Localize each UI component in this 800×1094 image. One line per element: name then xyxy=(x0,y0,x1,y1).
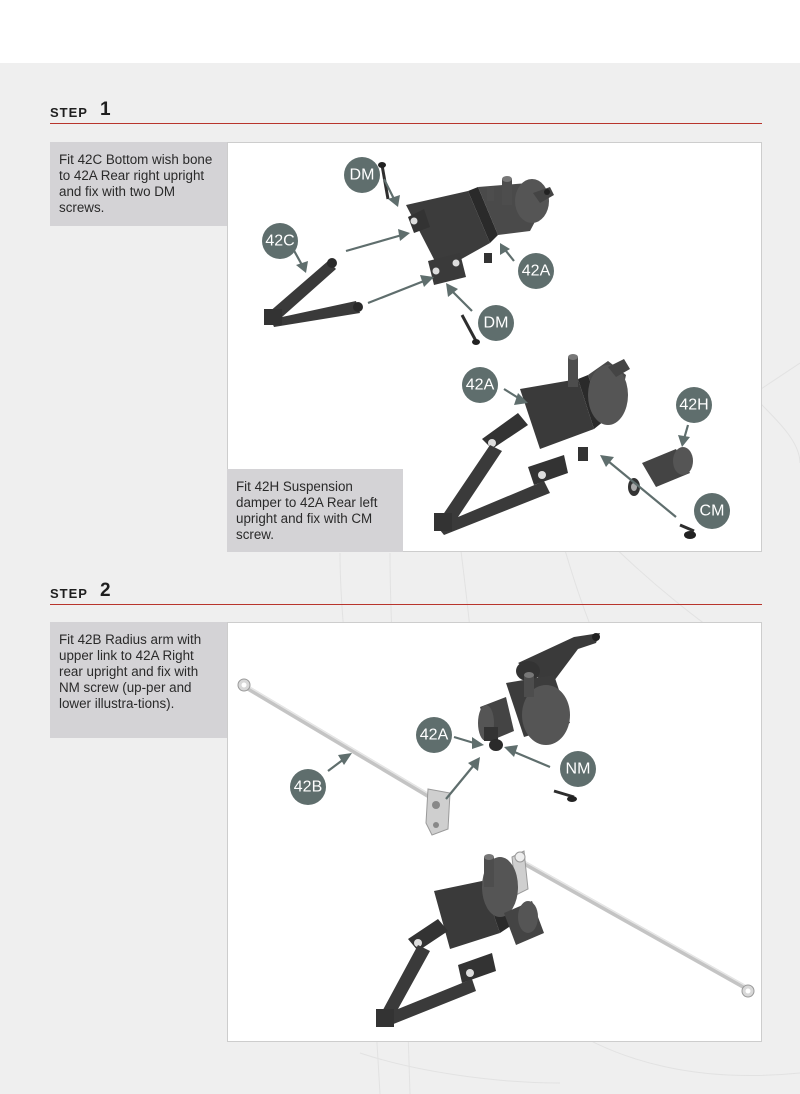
step-1-heading xyxy=(50,97,762,124)
callout-42a-top xyxy=(518,253,554,289)
callout-dm-top xyxy=(344,157,380,193)
svg-text:NM: NM xyxy=(565,760,591,778)
callout-42b xyxy=(290,769,326,805)
step-2-illustration-panel xyxy=(227,622,762,1042)
callout-42a-lower xyxy=(462,367,498,403)
dm-screw-bottom xyxy=(462,315,480,345)
callout-42a-step2 xyxy=(416,717,452,753)
svg-text:CM: CM xyxy=(699,502,725,520)
step-1-number: 1 xyxy=(100,99,111,120)
page-top-band xyxy=(0,0,800,63)
step-1-instruction-1: Fit 42C Bottom wish bone to 42A Rear right upright and fix with two DM screws. xyxy=(50,142,227,226)
step-2-illustration xyxy=(228,623,763,1043)
svg-text:42A: 42A xyxy=(465,376,495,394)
wishbone-42c xyxy=(264,258,363,327)
svg-text:DM: DM xyxy=(349,166,375,184)
step-1-word: STEP xyxy=(50,105,88,120)
svg-text:42A: 42A xyxy=(521,262,551,280)
step-2-word: STEP xyxy=(50,586,88,601)
cm-screw xyxy=(680,525,696,539)
step-2-heading xyxy=(50,578,762,605)
callout-42h xyxy=(676,387,712,423)
step-2-instruction-1: Fit 42B Radius arm with upper link to 42A Right rear upright and fix with NM screw (up-per and lower illustra-tions). xyxy=(50,622,227,738)
upright-42a-step2-lower xyxy=(376,851,754,1027)
callout-dm-bottom xyxy=(478,305,514,341)
step-1-instruction-2: Fit 42H Suspension damper to 42A Rear left upright and fix with CM screw. xyxy=(227,469,403,552)
step-2-number: 2 xyxy=(100,580,111,601)
dm-screw-top xyxy=(378,162,388,199)
svg-text:DM: DM xyxy=(483,314,509,332)
svg-text:42B: 42B xyxy=(293,778,323,796)
callout-nm xyxy=(560,751,596,787)
svg-text:42A: 42A xyxy=(419,726,449,744)
callout-cm xyxy=(694,493,730,529)
damper-42h xyxy=(628,447,693,496)
svg-text:42C: 42C xyxy=(265,232,295,250)
svg-text:42H: 42H xyxy=(679,396,709,414)
upright-42a-step2-upper xyxy=(478,633,600,751)
callout-42c xyxy=(262,223,298,259)
nm-screw xyxy=(554,791,577,802)
